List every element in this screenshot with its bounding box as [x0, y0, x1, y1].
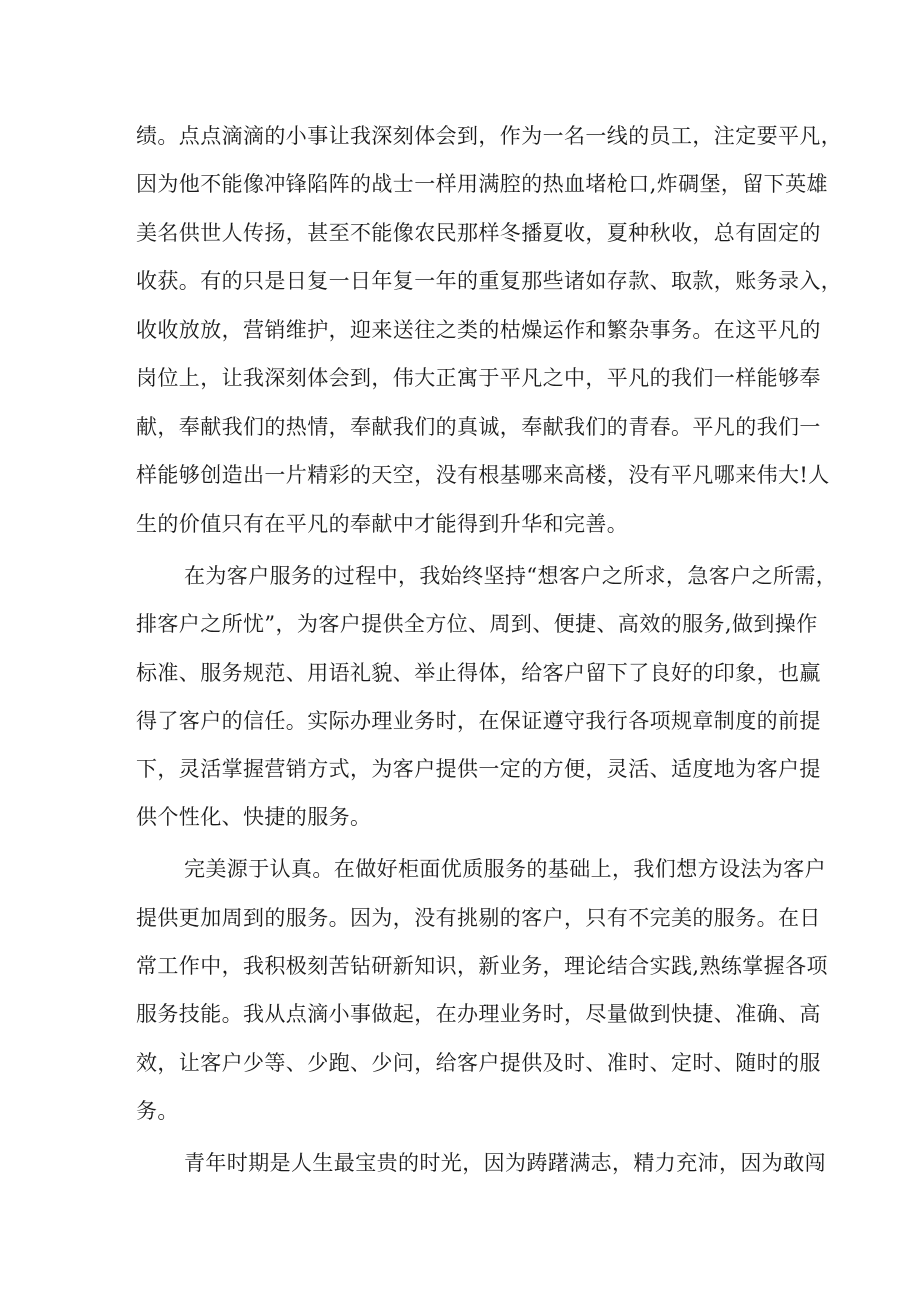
text-line: 收收放放，营销维护，迎来送往之类的枯燥运作和繁杂事务。在这平凡的	[136, 318, 821, 342]
text-line: 在为客户服务的过程中，我始终坚持“想客户之所求，急客户之所需，	[184, 564, 838, 588]
text-line: 因为他不能像冲锋陷阵的战士一样用满腔的热血堵枪口,炸碉堡，留下英雄	[136, 172, 828, 196]
text-line: 下，灵活掌握营销方式，为客户提供一定的方便，灵活、适度地为客户提	[136, 757, 821, 781]
text-line: 标准、服务规范、用语礼貌、举止得体，给客户留下了良好的印象，也赢	[136, 661, 821, 685]
text-line: 常工作中，我积极刻苦钻研新知识，新业务，理论结合实践,熟练掌握各项	[136, 954, 828, 978]
text-line: 样能够创造出一片精彩的天空，没有根基哪来高楼，没有平凡哪来伟大!人	[136, 463, 830, 487]
text-line: 排客户之所忧”，为客户提供全方位、周到、便捷、高效的服务,做到操作	[136, 612, 818, 636]
text-line: 提供更加周到的服务。因为，没有挑剔的客户，只有不完美的服务。在日	[136, 906, 821, 930]
text-line: 服务技能。我从点滴小事做起，在办理业务时，尽量做到快捷、准确、高	[136, 1002, 821, 1026]
text-line: 美名供世人传扬，甚至不能像农民那样冬播夏收，夏种秋收，总有固定的	[136, 221, 821, 245]
text-line: 供个性化、快捷的服务。	[136, 805, 372, 829]
text-line: 献，奉献我们的热情，奉献我们的真诚，奉献我们的青春。平凡的我们一	[136, 415, 821, 439]
text-line: 完美源于认真。在做好柜面优质服务的基础上，我们想方设法为客户	[184, 857, 826, 881]
text-line: 得了客户的信任。实际办理业务时，在保证遵守我行各项规章制度的前提	[136, 709, 821, 733]
text-line: 生的价值只有在平凡的奉献中才能得到升华和完善。	[136, 512, 629, 536]
text-line: 收获。有的只是日复一日年复一年的重复那些诸如存款、取款，账务录入，	[136, 269, 843, 293]
text-line: 效，让客户少等、少跑、少问，给客户提供及时、准时、定时、随时的服	[136, 1051, 821, 1075]
text-line: 岗位上，让我深刻体会到，伟大正寓于平凡之中，平凡的我们一样能够奉	[136, 366, 821, 390]
text-line: 青年时期是人生最宝贵的时光，因为踌躇满志，精力充沛，因为敢闯	[184, 1151, 826, 1175]
text-line: 绩。点点滴滴的小事让我深刻体会到，作为一名一线的员工，注定要平凡，	[136, 124, 843, 148]
text-line: 务。	[136, 1099, 179, 1123]
